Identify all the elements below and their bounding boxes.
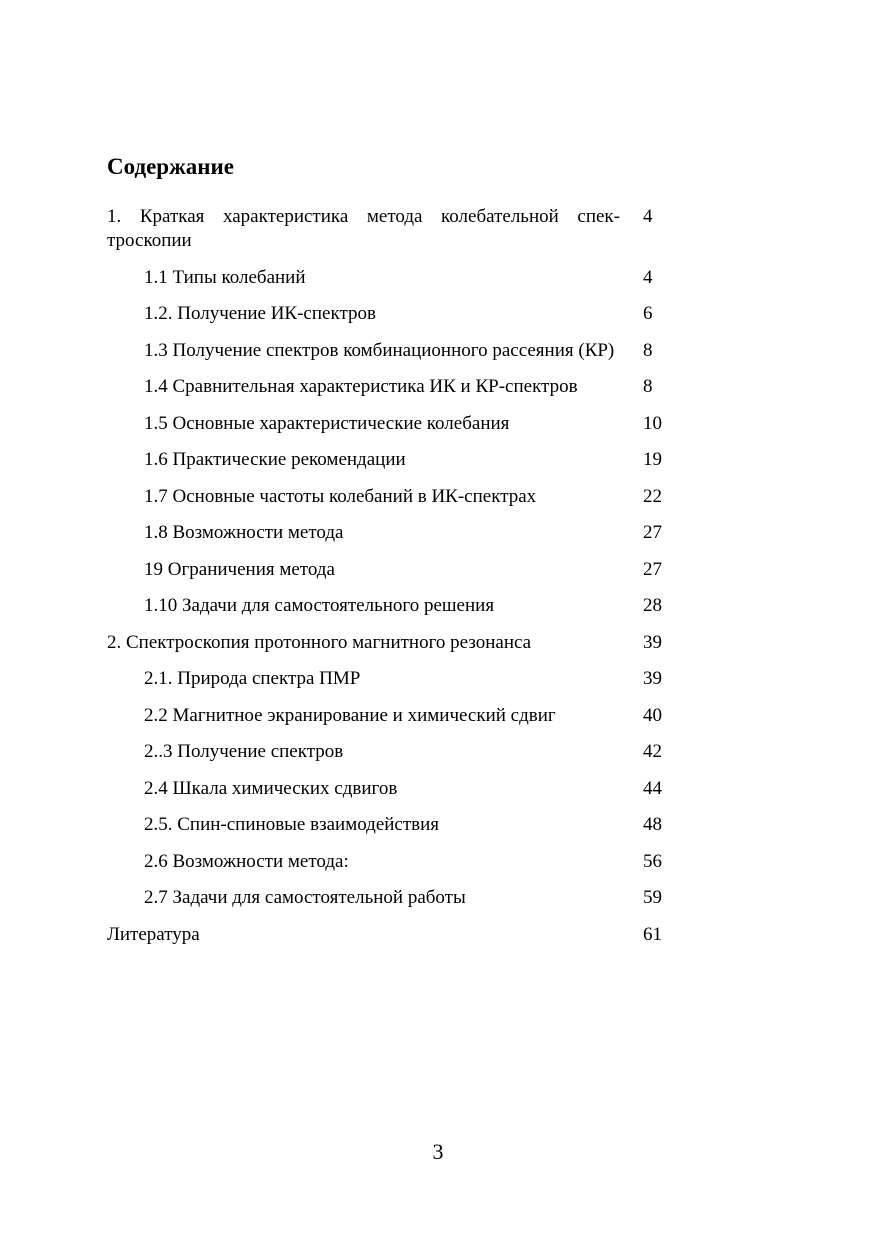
toc-entry-text: 1.6 Практические рекомендации xyxy=(144,449,406,470)
toc-entry-text: 2.7 Задачи для самостоятельной работы xyxy=(144,887,466,908)
toc-entry xyxy=(107,923,687,947)
toc-entry-text: 1.5 Основные характеристические колебания xyxy=(144,412,510,434)
toc-entry-page: 48 xyxy=(643,814,662,835)
table-of-contents xyxy=(107,205,687,959)
toc-entry-page: 6 xyxy=(643,303,653,324)
toc-entry-text: 2.1. Природа спектра ПМР xyxy=(144,668,361,689)
toc-entry-page: 39 xyxy=(643,668,662,689)
toc-entry xyxy=(107,205,687,253)
toc-entry xyxy=(107,266,687,290)
toc-entry-text: 1.2. Получение ИК-спектров xyxy=(144,303,376,324)
toc-entry-text: 1.10 Задачи для самостоятельного решения xyxy=(144,595,495,616)
toc-entry-page: 59 xyxy=(643,887,662,908)
toc-entry-page: 4 xyxy=(643,206,653,227)
toc-entry-text: 1.7 Основные частоты колебаний в ИК-спектрах xyxy=(144,485,537,507)
toc-entry-page: 22 xyxy=(643,485,662,507)
toc-entry-page: 8 xyxy=(643,339,653,361)
toc-entry-page: 8 xyxy=(643,376,653,397)
toc-entry-text: 1.3 Получение спектров комбинационного рассеяния (КР) xyxy=(144,339,615,361)
toc-entry-page: 56 xyxy=(643,850,662,872)
toc-entry-text: 1.1 Типы колебаний xyxy=(144,266,306,288)
toc-entry-text: 2..3 Получение спектров xyxy=(144,741,344,762)
toc-entry-page: 39 xyxy=(643,631,662,653)
toc-entry xyxy=(107,521,687,545)
toc-entry-page: 44 xyxy=(643,777,662,799)
toc-entry-page: 27 xyxy=(643,522,662,543)
toc-entry xyxy=(107,375,687,399)
toc-entry-page: 28 xyxy=(643,595,662,616)
toc-entry xyxy=(107,485,687,509)
toc-entry-page: 10 xyxy=(643,412,662,434)
toc-entry-text: 2.2 Магнитное экранирование и химический сдвиг xyxy=(144,704,556,726)
page-number: 3 xyxy=(432,1139,444,1164)
toc-entry-page: 27 xyxy=(643,558,662,580)
toc-entry xyxy=(107,631,687,655)
toc-entry-text: 1.4 Сравнительная характеристика ИК и КР-спектров xyxy=(144,376,578,397)
page-title: Содержание xyxy=(107,154,234,179)
toc-entry-text: 2.6 Возможности метода: xyxy=(144,850,349,872)
toc-entry xyxy=(107,667,687,691)
toc-entry-page: 42 xyxy=(643,741,662,762)
toc-entry-page: 40 xyxy=(643,704,662,726)
toc-entry-text: 1.8 Возможности метода xyxy=(144,522,344,543)
toc-entry-page: 19 xyxy=(643,449,662,470)
toc-entry xyxy=(107,850,687,874)
toc-entry-text: 2.5. Спин-спиновые взаимодействия xyxy=(144,814,440,835)
toc-entry-page: 61 xyxy=(643,923,662,945)
toc-entry xyxy=(107,558,687,582)
toc-entry xyxy=(107,704,687,728)
toc-entry xyxy=(107,777,687,801)
toc-entry xyxy=(107,594,687,618)
toc-entry-text: 2.4 Шкала химических сдвигов xyxy=(144,777,398,799)
toc-entry xyxy=(107,448,687,472)
toc-entry xyxy=(107,740,687,764)
toc-entry-text: 1. Краткая характеристика метода колебательной спектроскопии xyxy=(107,206,620,251)
toc-entry xyxy=(107,886,687,910)
toc-entry xyxy=(107,339,687,363)
toc-entry-page: 4 xyxy=(643,266,653,288)
toc-entry-text: 2. Спектроскопия протонного магнитного резонанса xyxy=(107,631,532,653)
toc-entry xyxy=(107,412,687,436)
toc-entry xyxy=(107,302,687,326)
toc-entry-text: 19 Ограничения метода xyxy=(144,558,335,580)
toc-entry-text: Литература xyxy=(107,923,200,945)
toc-entry xyxy=(107,813,687,837)
